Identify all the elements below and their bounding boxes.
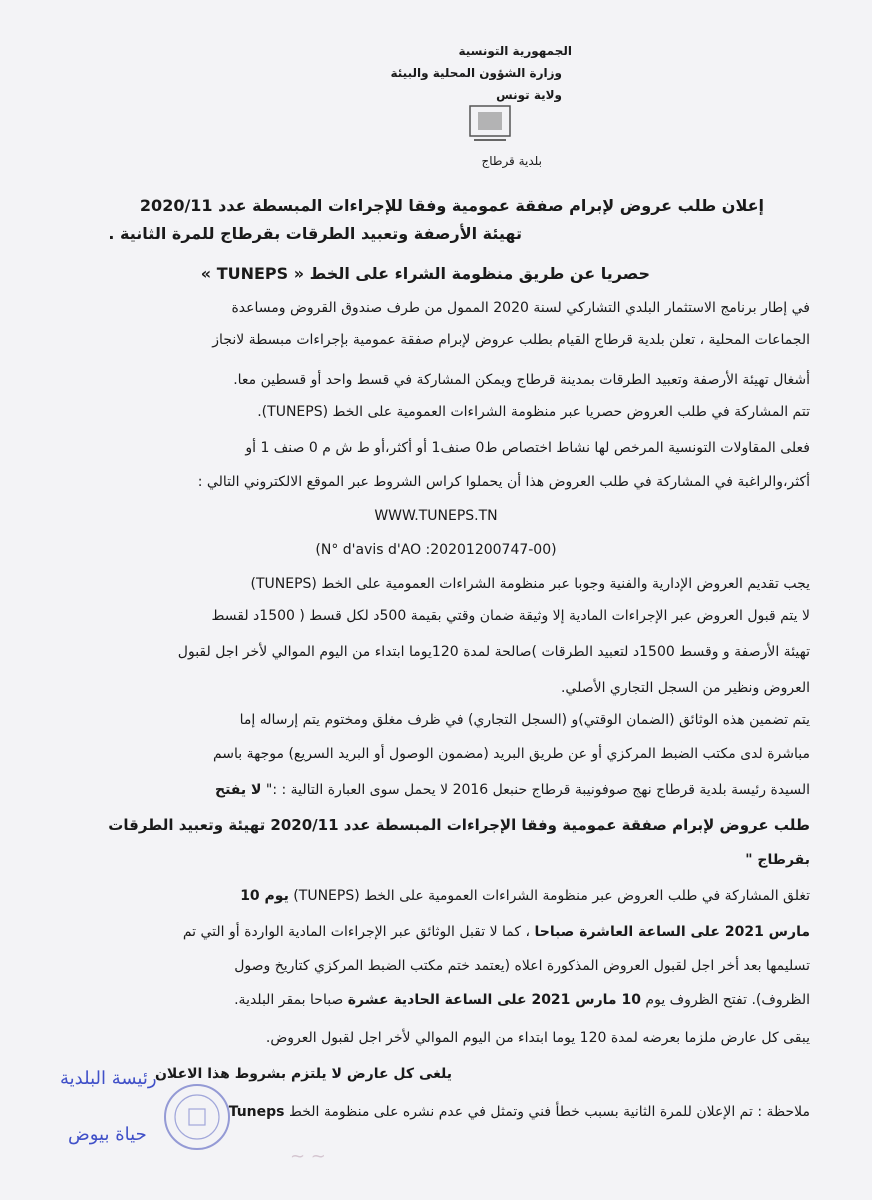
para-6-line-4-text-c: صباحا بمقر البلدية.	[234, 992, 344, 1008]
para-5-line-3-text: السيدة رئيسة بلدية قرطاج نهج صوفونيبة قرطاج حنبعل 2016 لا يحمل سوى العبارة التالية : :"	[265, 782, 810, 798]
para-6-line-1-text: تغلق المشاركة في طلب العروض عبر منظومة الشراءات العمومية على الخط (TUNEPS)	[293, 888, 810, 904]
para-3-line-2: أكثر،والراغبة في المشاركة في طلب العروض هذا أن يحملوا كراس الشروط عبر الموقع الالكتروني التالي :	[197, 474, 810, 490]
para-6-line-4	[234, 992, 810, 1008]
para-6-line-2-bold: مارس 2021 على الساعة العاشرة صباحا	[534, 924, 810, 940]
para-6-line-1	[240, 888, 810, 904]
para-2-line-1: تتم المشاركة في طلب العروض حصريا عبر منظومة الشراءات العمومية على الخط (TUNEPS).	[257, 404, 810, 420]
signature-name: حياة بيوض	[68, 1124, 147, 1145]
title-line-3: حصريا عن طريق منظومة الشراء على الخط « TUNEPS »	[200, 264, 650, 283]
para-1-line-1: في إطار برنامج الاستثمار البلدي التشاركي لسنة 2020 الممول من طرف صندوق القروض ومساعدة	[231, 300, 810, 316]
para-6-line-3: تسليمها بعد أخر اجل لقبول العروض المذكورة اعلاه (يعتمد ختم مكتب الضبط المركزي كتاريخ وصول	[234, 958, 810, 974]
para-1-line-3: أشغال تهيئة الأرصفة وتعبيد الطرقات بمدينة قرطاج ويمكن المشاركة في قسط واحد أو قسطين معا.	[233, 372, 810, 388]
para-5-line-1: يتم تضمين هذه الوثائق (الضمان الوقتي)و (السجل التجاري) في ظرف مغلق ومختوم يتم إرساله إما	[239, 712, 810, 728]
para-3-line-1: فعلى المقاولات التونسية المرخص لها نشاط اختصاص ط0 صنف1 أو أكثر،أو ط ش م 0 صنف 1 أو	[245, 440, 810, 456]
para-8-line-1: يلغى كل عارض لا يلتزم بشروط هذا الاعلان	[154, 1066, 452, 1082]
header-governorate: ولاية تونس	[496, 88, 562, 102]
note-line	[229, 1104, 810, 1120]
para-6-line-4-text-a: الظروف). تفتح الظروف يوم	[645, 992, 810, 1008]
municipality-stamp-icon	[162, 1082, 232, 1152]
para-6-line-1-bold: يوم 10	[240, 888, 289, 904]
municipality-emblem-icon	[466, 104, 514, 144]
tuneps-url: WWW.TUNEPS.TN	[374, 508, 498, 524]
para-1-line-2: الجماعات المحلية ، تعلن بلدية قرطاج القيام بطلب عروض لإبرام صفقة عمومية بإجراءات مبسطة لانجاز	[212, 332, 810, 348]
para-5-line-3	[215, 782, 810, 798]
note-tuneps: Tuneps	[228, 1104, 285, 1120]
handwritten-scribble-icon: ~ ~	[290, 1146, 326, 1167]
title-line-1: إعلان طلب عروض لإبرام صفقة عمومية وفقا للإجراءات المبسطة عدد 2020/11	[139, 196, 764, 215]
para-6-line-2	[183, 924, 810, 940]
header-republic: الجمهورية التونسية	[458, 44, 572, 58]
avis-number: (N° d'avis d'AO :20201200747-00)	[315, 542, 557, 558]
para-5-line-3-bold: لا يفتح	[214, 782, 262, 798]
header-municipality: بلدية قرطاج	[481, 154, 542, 168]
title-line-2: تهيئة الأرصفة وتعبيد الطرقات بقرطاج للمرة الثانية .	[108, 224, 522, 243]
header-ministry: وزارة الشؤون المحلية والبيئة	[390, 66, 562, 80]
para-4-line-2: لا يتم قبول العروض عبر الإجراءات المادية إلا وثيقة ضمان وقتي بقيمة 500د لكل قسط ( 1500د لقسط	[211, 608, 810, 624]
signature-title: رئيسة البلدية	[60, 1068, 157, 1089]
para-5-line-2: مباشرة لدى مكتب الضبط المركزي أو عن طريق البريد (مضمون الوصول أو البريد السريع) موجهة باسم	[212, 746, 810, 762]
para-5-line-5: بقرطاج "	[745, 852, 810, 868]
para-6-line-4-bold: 10 مارس 2021 على الساعة الحادية عشرة	[347, 992, 641, 1008]
para-4-line-4: العروض ونظير من السجل التجاري الأصلي.	[560, 680, 810, 696]
para-4-line-3: تهيئة الأرصفة و وقسط 1500د لتعبيد الطرقات )صالحة لمدة 120يوما ابتداء من اليوم الموالي لأخر اجل لقبول	[177, 644, 810, 660]
note-text: ملاحظة : تم الإعلان للمرة الثانية بسبب خطأ فني وتمثل في عدم نشره على منظومة الخط	[288, 1104, 810, 1120]
para-4-line-1: يجب تقديم العروض الإدارية والفنية وجوبا عبر منظومة الشراءات العمومية على الخط (TUNEPS)	[250, 576, 810, 592]
para-5-line-4: طلب عروض لإبرام صفقة عمومية وفقا الإجراءات المبسطة عدد 2020/11 تهيئة وتعبيد الطرقات	[108, 816, 810, 834]
para-6-line-2-text: ، كما لا تقبل الوثائق عبر الإجراءات المادية الواردة أو التي تم	[182, 924, 531, 940]
para-7-line-1: يبقى كل عارض ملزما بعرضه لمدة 120 يوما ابتداء من اليوم الموالي لأخر اجل لقبول العروض.	[265, 1030, 810, 1046]
